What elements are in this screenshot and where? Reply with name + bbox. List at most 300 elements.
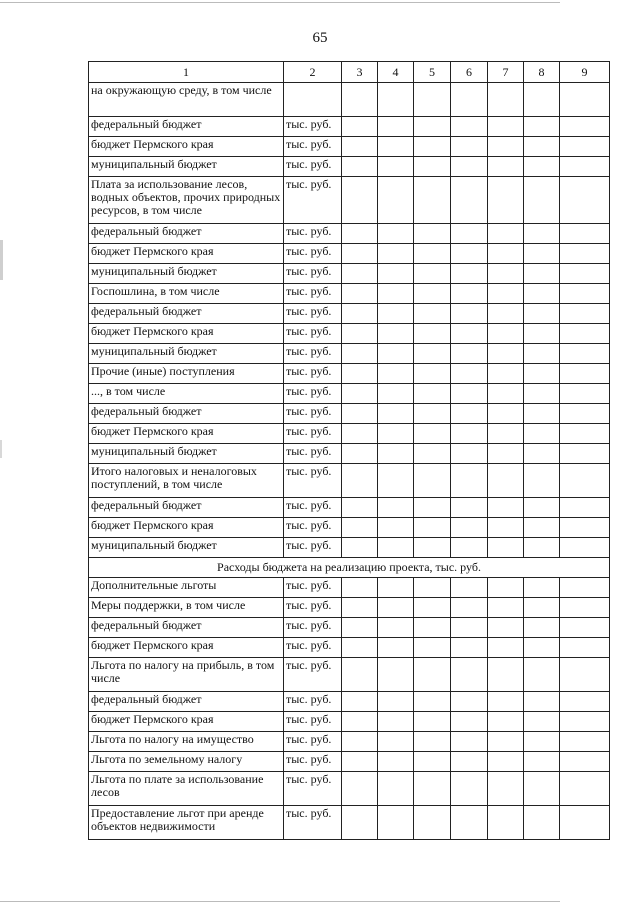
table-row <box>89 364 610 384</box>
value-cell <box>524 518 560 538</box>
value-cell <box>524 638 560 658</box>
value-cell <box>560 404 610 424</box>
header-row <box>89 62 610 83</box>
value-cell <box>451 304 488 324</box>
value-cell <box>378 464 414 498</box>
row-label: муниципальный бюджет <box>89 444 284 464</box>
row-unit: тыс. руб. <box>284 177 342 224</box>
row-label: Госпошлина, в том числе <box>89 284 284 304</box>
row-unit: тыс. руб. <box>284 404 342 424</box>
value-cell <box>414 732 451 752</box>
value-cell <box>524 83 560 117</box>
row-label: Льгота по плате за использование лесов <box>89 772 284 806</box>
row-label: муниципальный бюджет <box>89 344 284 364</box>
value-cell <box>560 177 610 224</box>
row-unit: тыс. руб. <box>284 498 342 518</box>
row-label: бюджет Пермского края <box>89 324 284 344</box>
value-cell <box>488 304 524 324</box>
row-unit: тыс. руб. <box>284 117 342 137</box>
row-label: бюджет Пермского края <box>89 424 284 444</box>
value-cell <box>451 712 488 732</box>
table-row <box>89 618 610 638</box>
value-cell <box>560 244 610 264</box>
value-cell <box>414 424 451 444</box>
value-cell <box>451 424 488 444</box>
value-cell <box>524 598 560 618</box>
value-cell <box>378 364 414 384</box>
column-header-9: 9 <box>560 62 610 83</box>
value-cell <box>524 658 560 692</box>
value-cell <box>378 177 414 224</box>
value-cell <box>524 384 560 404</box>
value-cell <box>414 498 451 518</box>
row-label: федеральный бюджет <box>89 404 284 424</box>
value-cell <box>342 424 378 444</box>
row-label: федеральный бюджет <box>89 117 284 137</box>
value-cell <box>524 578 560 598</box>
value-cell <box>488 518 524 538</box>
value-cell <box>488 658 524 692</box>
value-cell <box>560 324 610 344</box>
value-cell <box>451 498 488 518</box>
value-cell <box>524 117 560 137</box>
value-cell <box>560 157 610 177</box>
row-unit: тыс. руб. <box>284 692 342 712</box>
table-row <box>89 638 610 658</box>
value-cell <box>414 157 451 177</box>
value-cell <box>488 324 524 344</box>
row-label: Дополнительные льготы <box>89 578 284 598</box>
value-cell <box>414 518 451 538</box>
row-unit: тыс. руб. <box>284 772 342 806</box>
row-label: муниципальный бюджет <box>89 538 284 558</box>
row-unit: тыс. руб. <box>284 598 342 618</box>
value-cell <box>378 752 414 772</box>
table-row <box>89 83 610 117</box>
value-cell <box>451 244 488 264</box>
row-label: бюджет Пермского края <box>89 137 284 157</box>
value-cell <box>560 264 610 284</box>
value-cell <box>451 177 488 224</box>
value-cell <box>414 264 451 284</box>
value-cell <box>342 304 378 324</box>
value-cell <box>342 224 378 244</box>
value-cell <box>378 83 414 117</box>
table-row <box>89 404 610 424</box>
value-cell <box>342 177 378 224</box>
value-cell <box>342 404 378 424</box>
value-cell <box>342 752 378 772</box>
value-cell <box>378 732 414 752</box>
value-cell <box>451 638 488 658</box>
value-cell <box>414 404 451 424</box>
row-unit: тыс. руб. <box>284 712 342 732</box>
value-cell <box>488 692 524 712</box>
value-cell <box>488 244 524 264</box>
value-cell <box>451 284 488 304</box>
value-cell <box>524 224 560 244</box>
value-cell <box>560 464 610 498</box>
value-cell <box>560 498 610 518</box>
value-cell <box>560 117 610 137</box>
table-row <box>89 712 610 732</box>
value-cell <box>378 538 414 558</box>
value-cell <box>342 732 378 752</box>
value-cell <box>414 117 451 137</box>
value-cell <box>378 264 414 284</box>
table-row <box>89 384 610 404</box>
value-cell <box>560 444 610 464</box>
value-cell <box>414 712 451 732</box>
row-label: Итого налоговых и неналоговых поступлений, в том числе <box>89 464 284 498</box>
value-cell <box>414 752 451 772</box>
row-label: Прочие (иные) поступления <box>89 364 284 384</box>
value-cell <box>488 732 524 752</box>
row-label: Льгота по налогу на прибыль, в том числе <box>89 658 284 692</box>
value-cell <box>378 498 414 518</box>
value-cell <box>560 692 610 712</box>
table-row <box>89 752 610 772</box>
value-cell <box>524 538 560 558</box>
value-cell <box>560 658 610 692</box>
value-cell <box>378 324 414 344</box>
value-cell <box>414 244 451 264</box>
value-cell <box>451 384 488 404</box>
value-cell <box>378 424 414 444</box>
column-header-3: 3 <box>342 62 378 83</box>
value-cell <box>488 772 524 806</box>
table-row <box>89 806 610 840</box>
value-cell <box>451 538 488 558</box>
value-cell <box>524 284 560 304</box>
value-cell <box>414 618 451 638</box>
table-row <box>89 244 610 264</box>
value-cell <box>488 806 524 840</box>
value-cell <box>378 344 414 364</box>
column-header-7: 7 <box>488 62 524 83</box>
row-label: Льгота по налогу на имущество <box>89 732 284 752</box>
table-row <box>89 578 610 598</box>
value-cell <box>378 638 414 658</box>
table-row <box>89 137 610 157</box>
row-unit: тыс. руб. <box>284 464 342 498</box>
value-cell <box>488 578 524 598</box>
table-row <box>89 498 610 518</box>
value-cell <box>451 324 488 344</box>
row-unit: тыс. руб. <box>284 264 342 284</box>
value-cell <box>488 177 524 224</box>
value-cell <box>488 712 524 732</box>
value-cell <box>488 618 524 638</box>
row-unit: тыс. руб. <box>284 344 342 364</box>
table-row <box>89 304 610 324</box>
row-label: федеральный бюджет <box>89 692 284 712</box>
scan-margin-mark <box>0 440 2 458</box>
value-cell <box>451 444 488 464</box>
table-row <box>89 538 610 558</box>
value-cell <box>378 658 414 692</box>
scan-bottom-edge <box>0 901 560 902</box>
value-cell <box>560 304 610 324</box>
value-cell <box>414 538 451 558</box>
row-unit: тыс. руб. <box>284 578 342 598</box>
row-label: Меры поддержки, в том числе <box>89 598 284 618</box>
row-unit: тыс. руб. <box>284 538 342 558</box>
row-unit: тыс. руб. <box>284 518 342 538</box>
row-unit: тыс. руб. <box>284 444 342 464</box>
value-cell <box>378 384 414 404</box>
value-cell <box>342 772 378 806</box>
value-cell <box>488 157 524 177</box>
value-cell <box>560 732 610 752</box>
value-cell <box>524 772 560 806</box>
value-cell <box>451 117 488 137</box>
table-row <box>89 692 610 712</box>
value-cell <box>488 538 524 558</box>
value-cell <box>451 578 488 598</box>
table-row <box>89 772 610 806</box>
value-cell <box>524 157 560 177</box>
value-cell <box>342 692 378 712</box>
row-unit: тыс. руб. <box>284 284 342 304</box>
value-cell <box>378 157 414 177</box>
column-header-8: 8 <box>524 62 560 83</box>
value-cell <box>378 618 414 638</box>
value-cell <box>342 578 378 598</box>
table-row <box>89 177 610 224</box>
value-cell <box>451 618 488 638</box>
table-row <box>89 658 610 692</box>
value-cell <box>414 384 451 404</box>
row-label: федеральный бюджет <box>89 304 284 324</box>
row-unit: тыс. руб. <box>284 224 342 244</box>
row-label: муниципальный бюджет <box>89 157 284 177</box>
value-cell <box>560 424 610 444</box>
value-cell <box>414 304 451 324</box>
value-cell <box>342 518 378 538</box>
value-cell <box>414 638 451 658</box>
row-unit: тыс. руб. <box>284 384 342 404</box>
value-cell <box>378 598 414 618</box>
value-cell <box>342 712 378 732</box>
value-cell <box>488 137 524 157</box>
value-cell <box>524 424 560 444</box>
value-cell <box>342 157 378 177</box>
value-cell <box>451 83 488 117</box>
value-cell <box>488 384 524 404</box>
table-row <box>89 224 610 244</box>
row-label: бюджет Пермского края <box>89 712 284 732</box>
value-cell <box>451 464 488 498</box>
value-cell <box>560 384 610 404</box>
value-cell <box>342 364 378 384</box>
value-cell <box>560 806 610 840</box>
value-cell <box>451 692 488 712</box>
value-cell <box>560 618 610 638</box>
table-row <box>89 444 610 464</box>
value-cell <box>342 638 378 658</box>
value-cell <box>378 117 414 137</box>
value-cell <box>488 404 524 424</box>
value-cell <box>378 444 414 464</box>
value-cell <box>560 598 610 618</box>
value-cell <box>488 224 524 244</box>
value-cell <box>451 344 488 364</box>
value-cell <box>378 404 414 424</box>
value-cell <box>524 692 560 712</box>
value-cell <box>342 444 378 464</box>
scan-margin-mark <box>0 240 3 280</box>
value-cell <box>342 117 378 137</box>
row-label: Льгота по земельному налогу <box>89 752 284 772</box>
value-cell <box>342 83 378 117</box>
value-cell <box>488 83 524 117</box>
value-cell <box>414 464 451 498</box>
row-unit: тыс. руб. <box>284 157 342 177</box>
value-cell <box>414 658 451 692</box>
value-cell <box>524 806 560 840</box>
table-row <box>89 157 610 177</box>
value-cell <box>488 264 524 284</box>
row-unit: тыс. руб. <box>284 618 342 638</box>
value-cell <box>451 224 488 244</box>
value-cell <box>451 732 488 752</box>
value-cell <box>414 224 451 244</box>
value-cell <box>342 538 378 558</box>
value-cell <box>342 658 378 692</box>
value-cell <box>414 598 451 618</box>
value-cell <box>524 324 560 344</box>
value-cell <box>524 137 560 157</box>
value-cell <box>378 304 414 324</box>
value-cell <box>560 137 610 157</box>
value-cell <box>524 344 560 364</box>
value-cell <box>414 344 451 364</box>
value-cell <box>451 137 488 157</box>
value-cell <box>524 464 560 498</box>
value-cell <box>342 264 378 284</box>
row-unit: тыс. руб. <box>284 424 342 444</box>
row-label: ..., в том числе <box>89 384 284 404</box>
row-label: федеральный бюджет <box>89 618 284 638</box>
budget-table <box>88 61 610 840</box>
value-cell <box>378 137 414 157</box>
value-cell <box>451 364 488 384</box>
value-cell <box>414 137 451 157</box>
value-cell <box>414 177 451 224</box>
value-cell <box>524 498 560 518</box>
row-label: муниципальный бюджет <box>89 264 284 284</box>
value-cell <box>524 732 560 752</box>
row-unit: тыс. руб. <box>284 658 342 692</box>
value-cell <box>524 177 560 224</box>
value-cell <box>414 444 451 464</box>
column-header-6: 6 <box>451 62 488 83</box>
value-cell <box>488 444 524 464</box>
value-cell <box>378 772 414 806</box>
value-cell <box>488 424 524 444</box>
value-cell <box>378 692 414 712</box>
table-row <box>89 344 610 364</box>
value-cell <box>378 806 414 840</box>
value-cell <box>560 772 610 806</box>
table-row <box>89 732 610 752</box>
value-cell <box>414 806 451 840</box>
value-cell <box>414 83 451 117</box>
row-unit: тыс. руб. <box>284 324 342 344</box>
value-cell <box>451 806 488 840</box>
row-unit: тыс. руб. <box>284 752 342 772</box>
value-cell <box>451 658 488 692</box>
value-cell <box>524 264 560 284</box>
value-cell <box>378 224 414 244</box>
value-cell <box>378 712 414 732</box>
value-cell <box>488 598 524 618</box>
value-cell <box>488 364 524 384</box>
table-row <box>89 117 610 137</box>
table-row <box>89 284 610 304</box>
row-label: бюджет Пермского края <box>89 518 284 538</box>
row-unit: тыс. руб. <box>284 364 342 384</box>
value-cell <box>342 384 378 404</box>
row-unit: тыс. руб. <box>284 304 342 324</box>
value-cell <box>378 578 414 598</box>
row-unit: тыс. руб. <box>284 638 342 658</box>
value-cell <box>342 618 378 638</box>
value-cell <box>342 498 378 518</box>
value-cell <box>414 772 451 806</box>
row-unit: тыс. руб. <box>284 732 342 752</box>
value-cell <box>342 598 378 618</box>
value-cell <box>560 752 610 772</box>
row-unit <box>284 83 342 117</box>
value-cell <box>560 518 610 538</box>
value-cell <box>488 117 524 137</box>
value-cell <box>488 344 524 364</box>
column-header-5: 5 <box>414 62 451 83</box>
table-row <box>89 464 610 498</box>
value-cell <box>488 284 524 304</box>
row-label: бюджет Пермского края <box>89 244 284 264</box>
table-row <box>89 264 610 284</box>
value-cell <box>560 344 610 364</box>
row-label: Предоставление льгот при аренде объектов недвижимости <box>89 806 284 840</box>
value-cell <box>488 638 524 658</box>
section-row <box>89 558 610 578</box>
value-cell <box>342 284 378 304</box>
value-cell <box>451 772 488 806</box>
value-cell <box>414 578 451 598</box>
value-cell <box>560 83 610 117</box>
row-label: на окружающую среду, в том числе <box>89 83 284 117</box>
value-cell <box>560 638 610 658</box>
value-cell <box>560 284 610 304</box>
row-unit: тыс. руб. <box>284 244 342 264</box>
value-cell <box>451 752 488 772</box>
value-cell <box>560 538 610 558</box>
value-cell <box>342 464 378 498</box>
value-cell <box>524 752 560 772</box>
value-cell <box>524 404 560 424</box>
column-header-1: 1 <box>89 62 284 83</box>
value-cell <box>378 284 414 304</box>
row-label: бюджет Пермского края <box>89 638 284 658</box>
row-unit: тыс. руб. <box>284 806 342 840</box>
table-row <box>89 324 610 344</box>
table-row <box>89 424 610 444</box>
value-cell <box>378 518 414 538</box>
value-cell <box>414 284 451 304</box>
